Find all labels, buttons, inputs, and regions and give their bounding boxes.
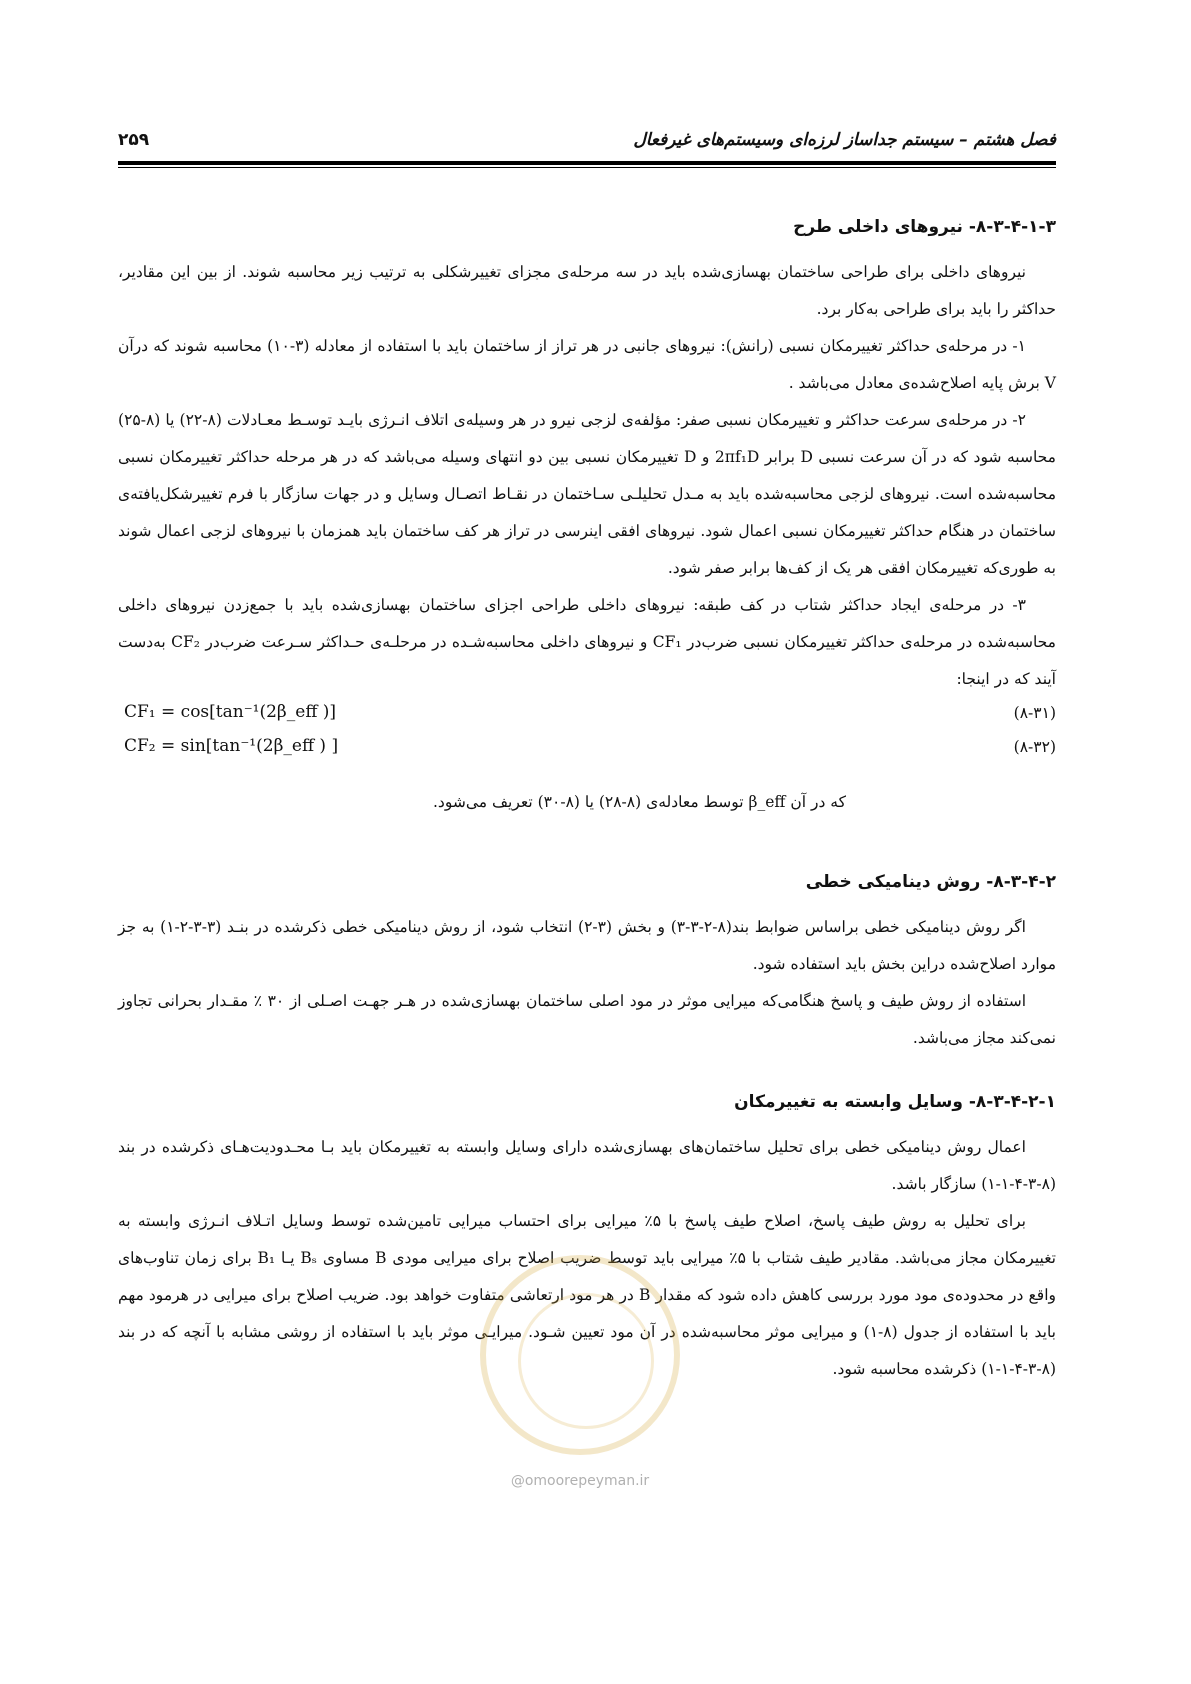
paragraph: ۲- در مرحله‌ی سرعت حداکثر و تغییرمکان نسبی صفر: مؤلفه‌ی لزجی نیرو در هر وسیله‌ی اتلاف انـرژی بایـد توسـط معـادلات (۸-۲۲) یا (۸-۲۵) محاسبه شود که در آن سرعت نسبی D برابر 2πf₁D و D تغییرمکان نسبی بین دو انتهای وسیله می‌باشد که در هر مرحله حداکثر تغییرمکان نسبی محاسبه‌شده است. نیروهای لزجی محاسبه‌شده باید به مـدل تحلیلـی سـاختمان در نقـاط اتصـال وسایل و در جهات سازگار با فرم تغییرشکل‌یافته‌ی ساختمان در هنگام حداکثر تغییرمکان نسبی اعمال شود. نیروهای افقی اینرسی در تراز هر کف ساختمان باید همزمان با نیروهای لزجی اعمال شوند به طوری‌که تغییرمکان افقی هر یک از کف‌ها برابر صفر شود.	[118, 411, 1056, 577]
seal-icon	[480, 1255, 680, 1455]
paragraph: ۱- در مرحله‌ی حداکثر تغییرمکان نسبی (رانش): نیروهای جانبی در هر تراز از ساختمان باید با استفاده از معادله (۳-۱۰) محاسبه شوند که درآن V برش پایه اصلاح‌شده‌ی معادل می‌باشد .	[118, 337, 1056, 392]
chapter-title: فصل هشتم – سیستم جداساز لرزه‌ای وسیستم‌های غیرفعال	[633, 130, 1056, 150]
section-heading-internal-forces: ۸-۳-۴-۱-۳- نیروهای داخلی طرح	[793, 217, 1056, 237]
page-content	[118, 208, 1056, 1388]
equation-formula: CF₁ = cos[tan⁻¹(2β_eff )]	[124, 702, 337, 722]
equation-formula: CF₂ = sin[tan⁻¹(2β_eff ) ]	[124, 736, 339, 756]
paragraph: اعمال روش دینامیکی خطی برای تحلیل ساختمان‌های بهسازی‌شده دارای وسایل وابسته به تغییرمکان باید بـا محـدودیت‌هـای ذکرشده در بند (۸-۳-۴-۱-۱) سازگار باشد.	[118, 1138, 1056, 1193]
section-heading-displacement-devices: ۸-۳-۴-۲-۱- وسایل وابسته به تغییرمکان	[734, 1092, 1056, 1112]
header-rule-thick	[118, 161, 1056, 165]
equation-8-31	[118, 698, 1056, 732]
paragraph: نیروهای داخلی برای طراحی ساختمان بهسازی‌شده باید در سه مرحله‌ی مجزای تغییرشکلی به ترتیب زیر محاسبه شوند. از بین این مقادیر، حداکثر را باید برای طراحی به‌کار برد.	[118, 263, 1056, 318]
page-number: ۲۵۹	[118, 130, 150, 150]
paragraph: استفاده از روش طیف و پاسخ هنگامی‌که میرایی موثر در مود اصلی ساختمان بهسازی‌شده در هـر جهـت اصـلی از ۳۰ ٪ مقـدار بحرانی تجاوز نمی‌کند مجاز می‌باشد.	[118, 992, 1056, 1047]
paragraph: ۳- در مرحله‌ی ایجاد حداکثر شتاب در کف طبقه: نیروهای داخلی طراحی اجزای ساختمان بهسازی‌شده باید با جمع‌زدن نیروهای داخلی محاسبه‌شده در مرحله‌ی حداکثر تغییرمکان نسبی ضرب‌در CF₁ و نیروهای داخلی محاسبه‌شـده در مرحلـه‌ی حـداکثر سـرعت ضرب‌در CF₂ به‌دست آیند که در اینجا:	[118, 596, 1056, 688]
paragraph: اگر روش دینامیکی خطی براساس ضوابط بند(۸-۲-۳-۳) و بخش (۳-۲) انتخاب شود، از روش دینامیکی خطی ذکرشده در بنـد (۳-۳-۲-۱) به جز موارد اصلاح‌شده دراین بخش باید استفاده شود.	[118, 918, 1056, 973]
paragraph: برای تحلیل به روش طیف پاسخ، اصلاح طیف پاسخ با ۵٪ میرایی برای احتساب میرایی تامین‌شده توسط وسایل اتـلاف انـرژی وابسته به تغییرمکان مجاز می‌باشد. مقادیر طیف شتاب با ۵٪ میرایی باید توسط ضریب اصلاح برای میرایی مودی B مساوی Bₛ یـا B₁ برای زمان تناوب‌های واقع در محدوده‌ی مود مورد بررسی کاهش داده شود که مقدار B در هر مود ارتعاشی متفاوت خواهد بود. ضریب اصلاح برای میرایی در هرمود مهم باید با استفاده از جدول (۸-۱) و میرایی موثر محاسبه‌شده در آن مود تعیین شـود. میرایـی موثر باید با استفاده از روشی مشابه با آنچه که در بند (۸-۳-۴-۱-۱) ذکرشده محاسبه شود.	[118, 1212, 1056, 1378]
page-header	[118, 130, 1056, 152]
equation-number: (۸-۳۱)	[1013, 704, 1056, 722]
equation-note: که در آن β_eff توسط معادله‌ی (۸-۲۸) یا (۸-۳۰) تعریف می‌شود.	[433, 792, 846, 811]
equation-8-32	[118, 732, 1056, 766]
equation-number: (۸-۳۲)	[1013, 738, 1056, 756]
section-heading-linear-dynamic: ۸-۳-۴-۲- روش دینامیکی خطی	[805, 872, 1056, 892]
watermark	[470, 1255, 690, 1515]
watermark-text: @omoorepeyman.ir	[510, 1473, 650, 1489]
header-rule-thin	[118, 167, 1056, 168]
